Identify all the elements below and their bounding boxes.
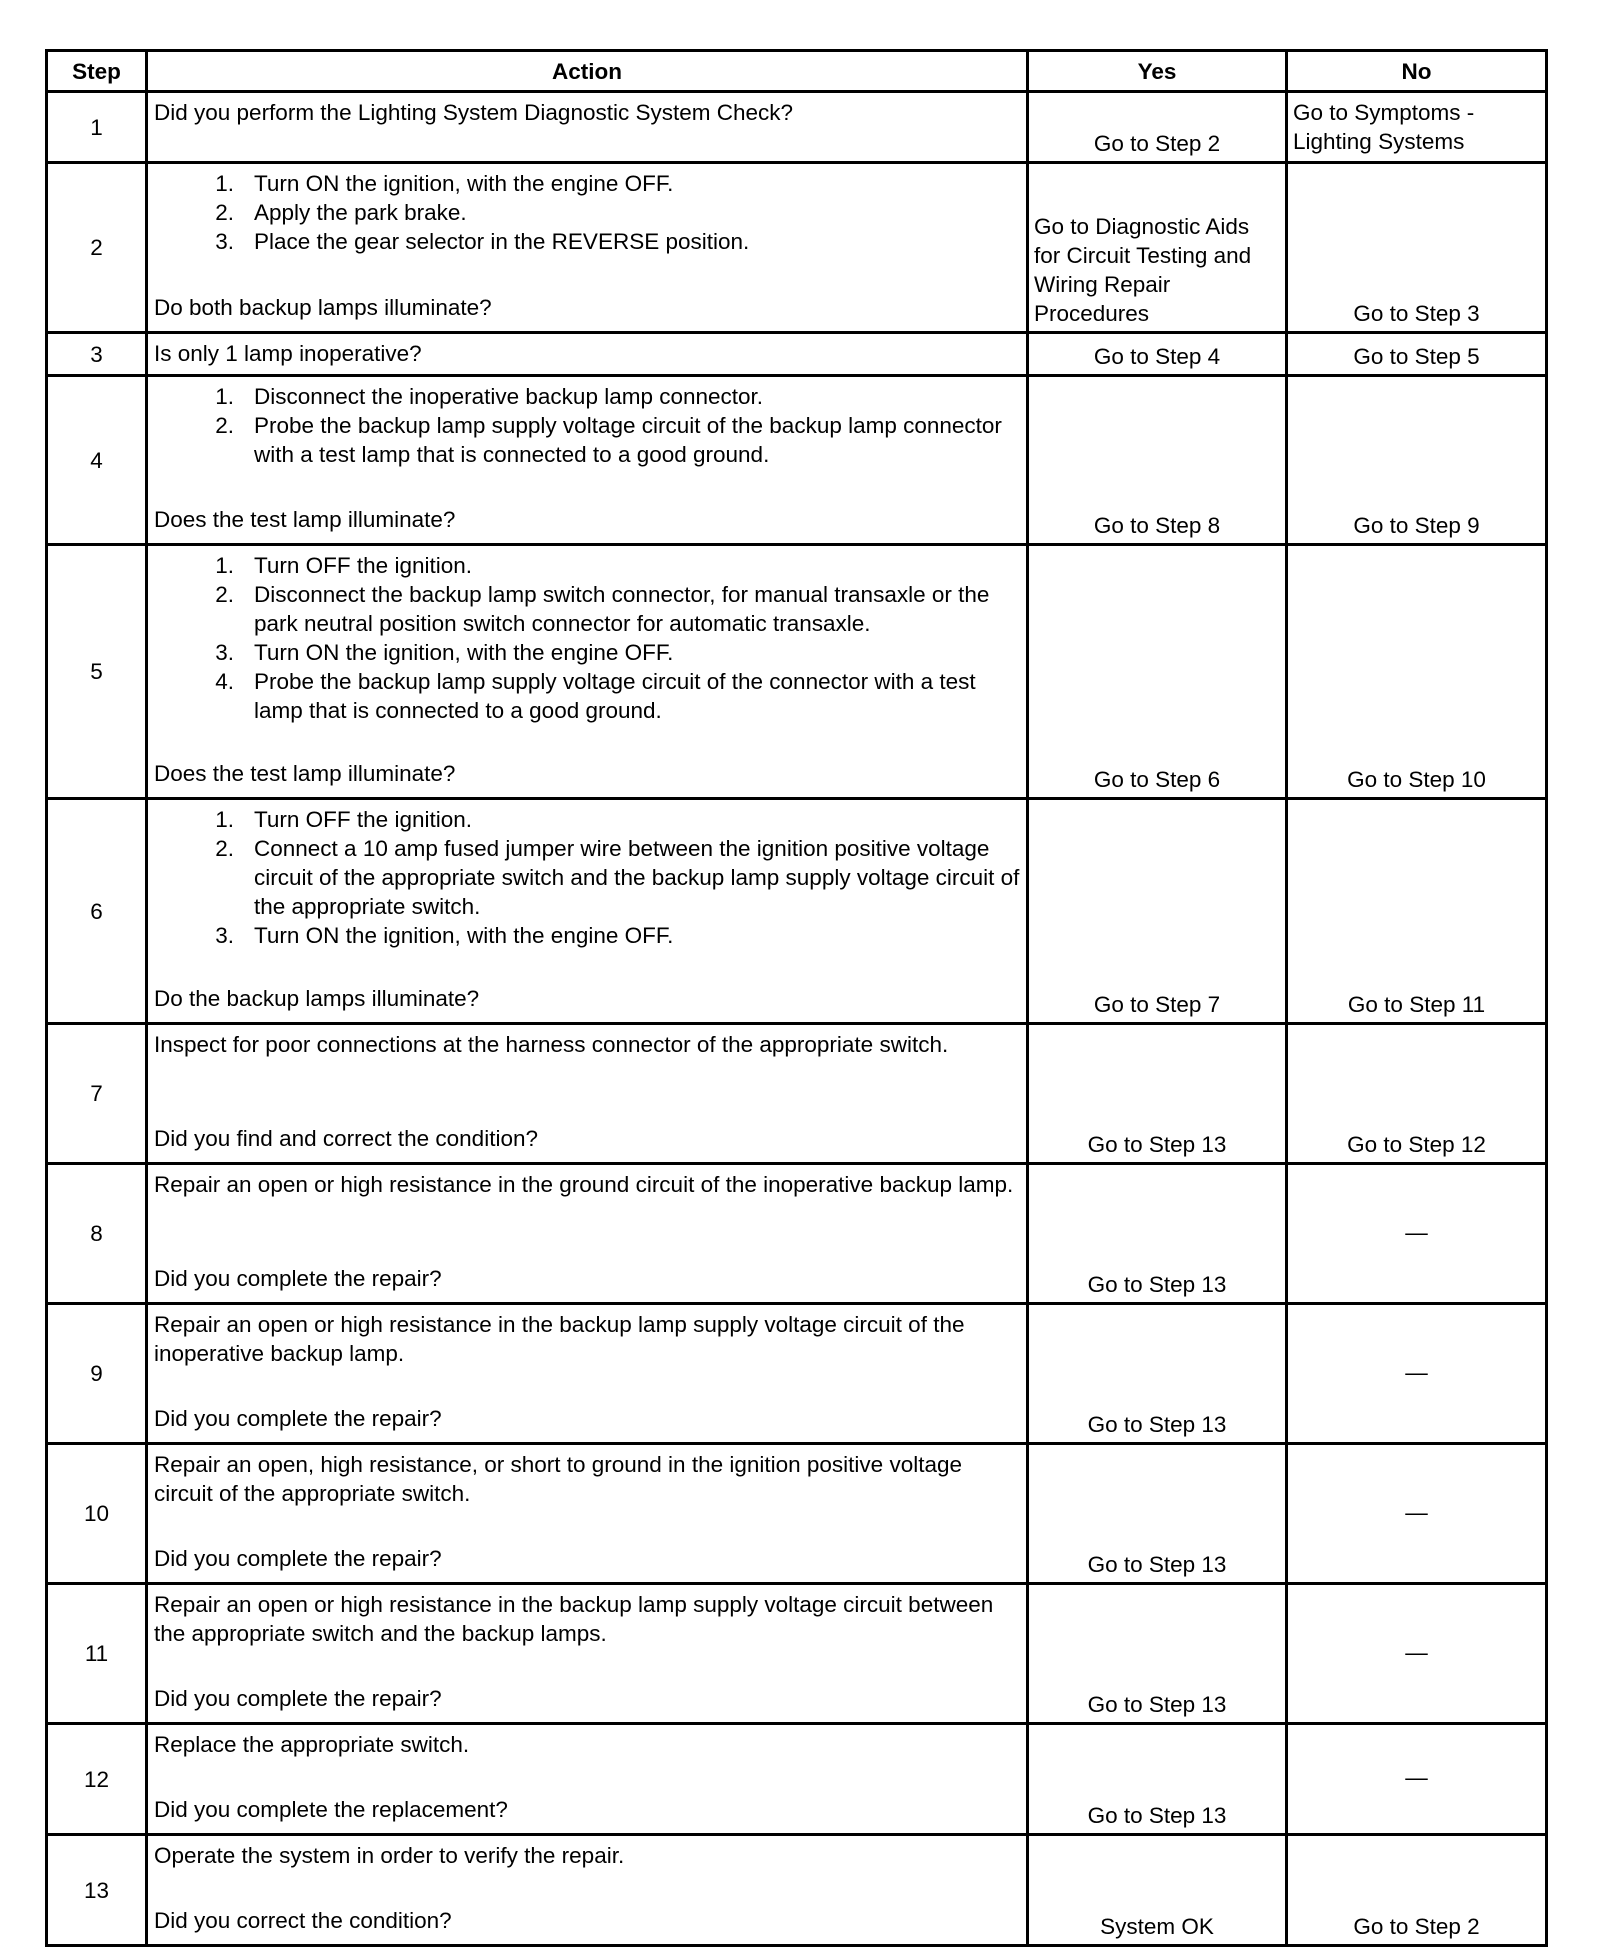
action-cell — [147, 376, 1028, 545]
no-result-line: Go to Symptoms - — [1293, 100, 1475, 125]
action-cell — [147, 1444, 1028, 1584]
no-result-dash: — — [1405, 1499, 1428, 1525]
action-instruction: Replace the appropriate switch. — [154, 1732, 470, 1757]
no-result: Go to Step 9 — [1353, 513, 1480, 538]
no-cell — [1287, 1444, 1547, 1584]
table-row — [47, 1584, 1547, 1724]
step-number: 6 — [47, 799, 147, 1024]
action-body — [154, 98, 1022, 127]
yes-cell — [1028, 333, 1287, 376]
procedure-text: Connect a 10 amp fused jumper wire between the ignition positive voltage circuit of the appropriate switch and the backup lamp supply voltage circuit of the appropriate switch. — [254, 836, 1020, 919]
no-result-line: Lighting Systems — [1293, 129, 1465, 154]
yes-result: Go to Step 13 — [1087, 1272, 1227, 1297]
action-content — [154, 1170, 1022, 1293]
procedure-list — [154, 169, 1022, 256]
table-row — [47, 1304, 1547, 1444]
action-instruction: Inspect for poor connections at the harness connector of the appropriate switch. — [154, 1032, 949, 1057]
procedure-number: 1. — [215, 553, 234, 578]
procedure-item — [154, 169, 1022, 198]
action-body — [154, 551, 1022, 725]
procedure-list — [154, 551, 1022, 725]
action-cell — [147, 1835, 1028, 1946]
action-content — [154, 382, 1022, 534]
procedure-text: Disconnect the inoperative backup lamp connector. — [254, 384, 764, 409]
action-body — [154, 1590, 1022, 1648]
action-body — [154, 805, 1022, 950]
no-cell — [1287, 92, 1547, 163]
yes-result-line: Wiring Repair — [1034, 272, 1171, 297]
step-number: 1 — [47, 92, 147, 163]
action-body — [154, 1310, 1022, 1368]
procedure-number: 2. — [215, 836, 234, 861]
table-row — [47, 1024, 1547, 1164]
action-instruction: Repair an open or high resistance in the backup lamp supply voltage circuit of the inoperative backup lamp. — [154, 1312, 965, 1366]
yes-cell — [1028, 1304, 1287, 1444]
procedure-item — [154, 580, 1022, 638]
yes-cell — [1028, 545, 1287, 799]
action-cell — [147, 545, 1028, 799]
no-result: Go to Step 11 — [1347, 992, 1486, 1017]
procedure-item — [154, 834, 1022, 921]
procedure-number: 2. — [215, 582, 234, 607]
no-result: Go to Step 10 — [1347, 767, 1486, 792]
step-number: 8 — [47, 1164, 147, 1304]
procedure-text: Turn OFF the ignition. — [254, 807, 473, 832]
no-cell — [1287, 376, 1547, 545]
action-question: Does the test lamp illuminate? — [154, 761, 456, 786]
procedure-item — [154, 198, 1022, 227]
action-content — [154, 1310, 1022, 1433]
header-row — [47, 51, 1547, 92]
procedure-item — [154, 411, 1022, 469]
no-cell — [1287, 1584, 1547, 1724]
procedure-text: Turn ON the ignition, with the engine OFF. — [254, 640, 674, 665]
yes-result: Go to Step 13 — [1087, 1412, 1227, 1437]
header-yes: Yes — [1028, 51, 1287, 92]
action-question: Did you find and correct the condition? — [154, 1126, 538, 1151]
no-cell — [1287, 163, 1547, 333]
procedure-item — [154, 638, 1022, 667]
yes-cell — [1028, 1724, 1287, 1835]
no-cell — [1287, 1024, 1547, 1164]
action-content — [154, 1450, 1022, 1573]
no-cell — [1287, 1835, 1547, 1946]
action-question: Did you complete the repair? — [154, 1266, 442, 1291]
no-cell — [1287, 1724, 1547, 1835]
yes-cell — [1028, 92, 1287, 163]
action-question: Do both backup lamps illuminate? — [154, 295, 492, 320]
procedure-number: 1. — [215, 807, 234, 832]
procedure-item — [154, 382, 1022, 411]
yes-result-line: Procedures — [1034, 301, 1150, 326]
table-row — [47, 92, 1547, 163]
action-question: Did you complete the repair? — [154, 1406, 442, 1431]
yes-result: Go to Step 2 — [1093, 131, 1221, 156]
no-result-dash: — — [1405, 1219, 1428, 1245]
action-content — [154, 169, 1022, 322]
no-cell — [1287, 333, 1547, 376]
no-result-dash: — — [1405, 1765, 1428, 1790]
procedure-number: 1. — [215, 171, 234, 196]
procedure-number: 3. — [215, 923, 234, 948]
procedure-text: Place the gear selector in the REVERSE position. — [254, 229, 750, 254]
action-body — [154, 1450, 1022, 1508]
action-cell — [147, 799, 1028, 1024]
no-cell — [1287, 799, 1547, 1024]
step-number: 11 — [47, 1584, 147, 1724]
yes-cell — [1028, 1024, 1287, 1164]
procedure-text: Disconnect the backup lamp switch connector, for manual transaxle or the park neutral position switch connector for automatic transaxle. — [254, 582, 990, 636]
action-content — [154, 1590, 1022, 1713]
procedure-item — [154, 667, 1022, 725]
action-content — [154, 98, 1022, 152]
action-instruction: Repair an open or high resistance in the ground circuit of the inoperative backup lamp. — [154, 1172, 1014, 1197]
yes-result: System OK — [1100, 1914, 1214, 1939]
action-question: Did you correct the condition? — [154, 1908, 452, 1933]
action-instruction: Repair an open, high resistance, or short to ground in the ignition positive voltage circuit of the appropriate switch. — [154, 1452, 963, 1506]
action-body — [154, 382, 1022, 469]
yes-result-line: for Circuit Testing and — [1034, 243, 1252, 268]
procedure-item — [154, 551, 1022, 580]
action-question: Did you complete the repair? — [154, 1686, 442, 1711]
action-cell — [147, 1584, 1028, 1724]
procedure-item — [154, 805, 1022, 834]
procedure-text: Turn ON the ignition, with the engine OFF. — [254, 923, 674, 948]
action-body — [154, 1030, 1022, 1059]
no-result: Go to Step 5 — [1353, 344, 1480, 369]
procedure-number: 2. — [215, 200, 234, 225]
table-row — [47, 333, 1547, 376]
header-no: No — [1287, 51, 1547, 92]
yes-cell — [1028, 799, 1287, 1024]
yes-result: Go to Step 6 — [1093, 767, 1221, 792]
yes-cell — [1028, 1444, 1287, 1584]
diagnostic-table — [45, 49, 1548, 1947]
yes-cell — [1028, 1584, 1287, 1724]
action-cell — [147, 1724, 1028, 1835]
action-content — [154, 805, 1022, 1013]
step-number: 9 — [47, 1304, 147, 1444]
no-cell — [1287, 545, 1547, 799]
action-cell — [147, 1304, 1028, 1444]
step-number: 2 — [47, 163, 147, 333]
yes-result: Go to Step 4 — [1093, 344, 1221, 369]
action-body — [154, 169, 1022, 256]
procedure-text: Turn ON the ignition, with the engine OFF. — [254, 171, 674, 196]
no-result-dash: — — [1405, 1639, 1428, 1665]
procedure-text: Probe the backup lamp supply voltage circuit of the backup lamp connector with a test lamp that is connected to a good ground. — [254, 413, 1002, 467]
no-result: Go to Step 3 — [1353, 301, 1480, 326]
table-row — [47, 1835, 1547, 1946]
yes-cell — [1028, 376, 1287, 545]
table-row — [47, 163, 1547, 333]
procedure-item — [154, 227, 1022, 256]
table-row — [47, 1724, 1547, 1835]
procedure-number: 2. — [215, 413, 234, 438]
table-row — [47, 545, 1547, 799]
yes-cell — [1028, 1164, 1287, 1304]
no-cell — [1287, 1304, 1547, 1444]
step-number: 10 — [47, 1444, 147, 1584]
action-cell — [147, 1024, 1028, 1164]
procedure-text: Turn OFF the ignition. — [254, 553, 473, 578]
action-body — [154, 1730, 1022, 1759]
no-result: Go to Step 12 — [1347, 1132, 1486, 1157]
action-instruction: Did you perform the Lighting System Diagnostic System Check? — [154, 100, 794, 125]
table-row — [47, 1164, 1547, 1304]
action-content — [154, 339, 1022, 365]
procedure-list — [154, 382, 1022, 469]
action-content — [154, 1730, 1022, 1824]
action-body — [154, 1841, 1022, 1870]
yes-result: Go to Step 13 — [1087, 1692, 1227, 1717]
step-number: 5 — [47, 545, 147, 799]
action-instruction: Operate the system in order to verify the repair. — [154, 1843, 625, 1868]
procedure-number: 4. — [215, 669, 234, 694]
action-instruction: Repair an open or high resistance in the backup lamp supply voltage circuit between the appropriate switch and the backup lamps. — [154, 1592, 994, 1646]
header-step: Step — [47, 51, 147, 92]
yes-result-line: Go to Diagnostic Aids — [1034, 214, 1250, 239]
action-content — [154, 1030, 1022, 1153]
procedure-text: Probe the backup lamp supply voltage circuit of the connector with a test lamp that is connected to a good ground. — [254, 669, 976, 723]
step-number: 7 — [47, 1024, 147, 1164]
step-number: 3 — [47, 333, 147, 376]
step-number: 12 — [47, 1724, 147, 1835]
yes-result: Go to Step 8 — [1093, 513, 1221, 538]
procedure-text: Apply the park brake. — [254, 200, 467, 225]
step-number: 13 — [47, 1835, 147, 1946]
yes-result: Go to Step 7 — [1093, 992, 1221, 1017]
procedure-item — [154, 921, 1022, 950]
no-result-dash: — — [1405, 1359, 1428, 1385]
yes-cell — [1028, 163, 1287, 333]
yes-cell — [1028, 1835, 1287, 1946]
procedure-number: 3. — [215, 640, 234, 665]
action-question: Does the test lamp illuminate? — [154, 507, 456, 532]
action-cell — [147, 333, 1028, 376]
table-row — [47, 1444, 1547, 1584]
procedure-number: 1. — [215, 384, 234, 409]
table-row — [47, 799, 1547, 1024]
yes-result: Go to Step 13 — [1087, 1132, 1227, 1157]
action-cell — [147, 163, 1028, 333]
action-question: Did you complete the replacement? — [154, 1797, 508, 1822]
yes-result: Go to Step 13 — [1087, 1803, 1227, 1828]
action-cell — [147, 92, 1028, 163]
action-content — [154, 1841, 1022, 1935]
action-question: Is only 1 lamp inoperative? — [154, 341, 422, 366]
action-content — [154, 551, 1022, 788]
action-cell — [147, 1164, 1028, 1304]
step-number: 4 — [47, 376, 147, 545]
action-question: Do the backup lamps illuminate? — [154, 986, 480, 1011]
procedure-number: 3. — [215, 229, 234, 254]
procedure-list — [154, 805, 1022, 950]
yes-result: Go to Step 13 — [1087, 1552, 1227, 1577]
no-result: Go to Step 2 — [1353, 1914, 1480, 1939]
action-question: Did you complete the repair? — [154, 1546, 442, 1571]
no-cell — [1287, 1164, 1547, 1304]
action-body — [154, 1170, 1022, 1199]
header-action: Action — [147, 51, 1028, 92]
table-row — [47, 376, 1547, 545]
